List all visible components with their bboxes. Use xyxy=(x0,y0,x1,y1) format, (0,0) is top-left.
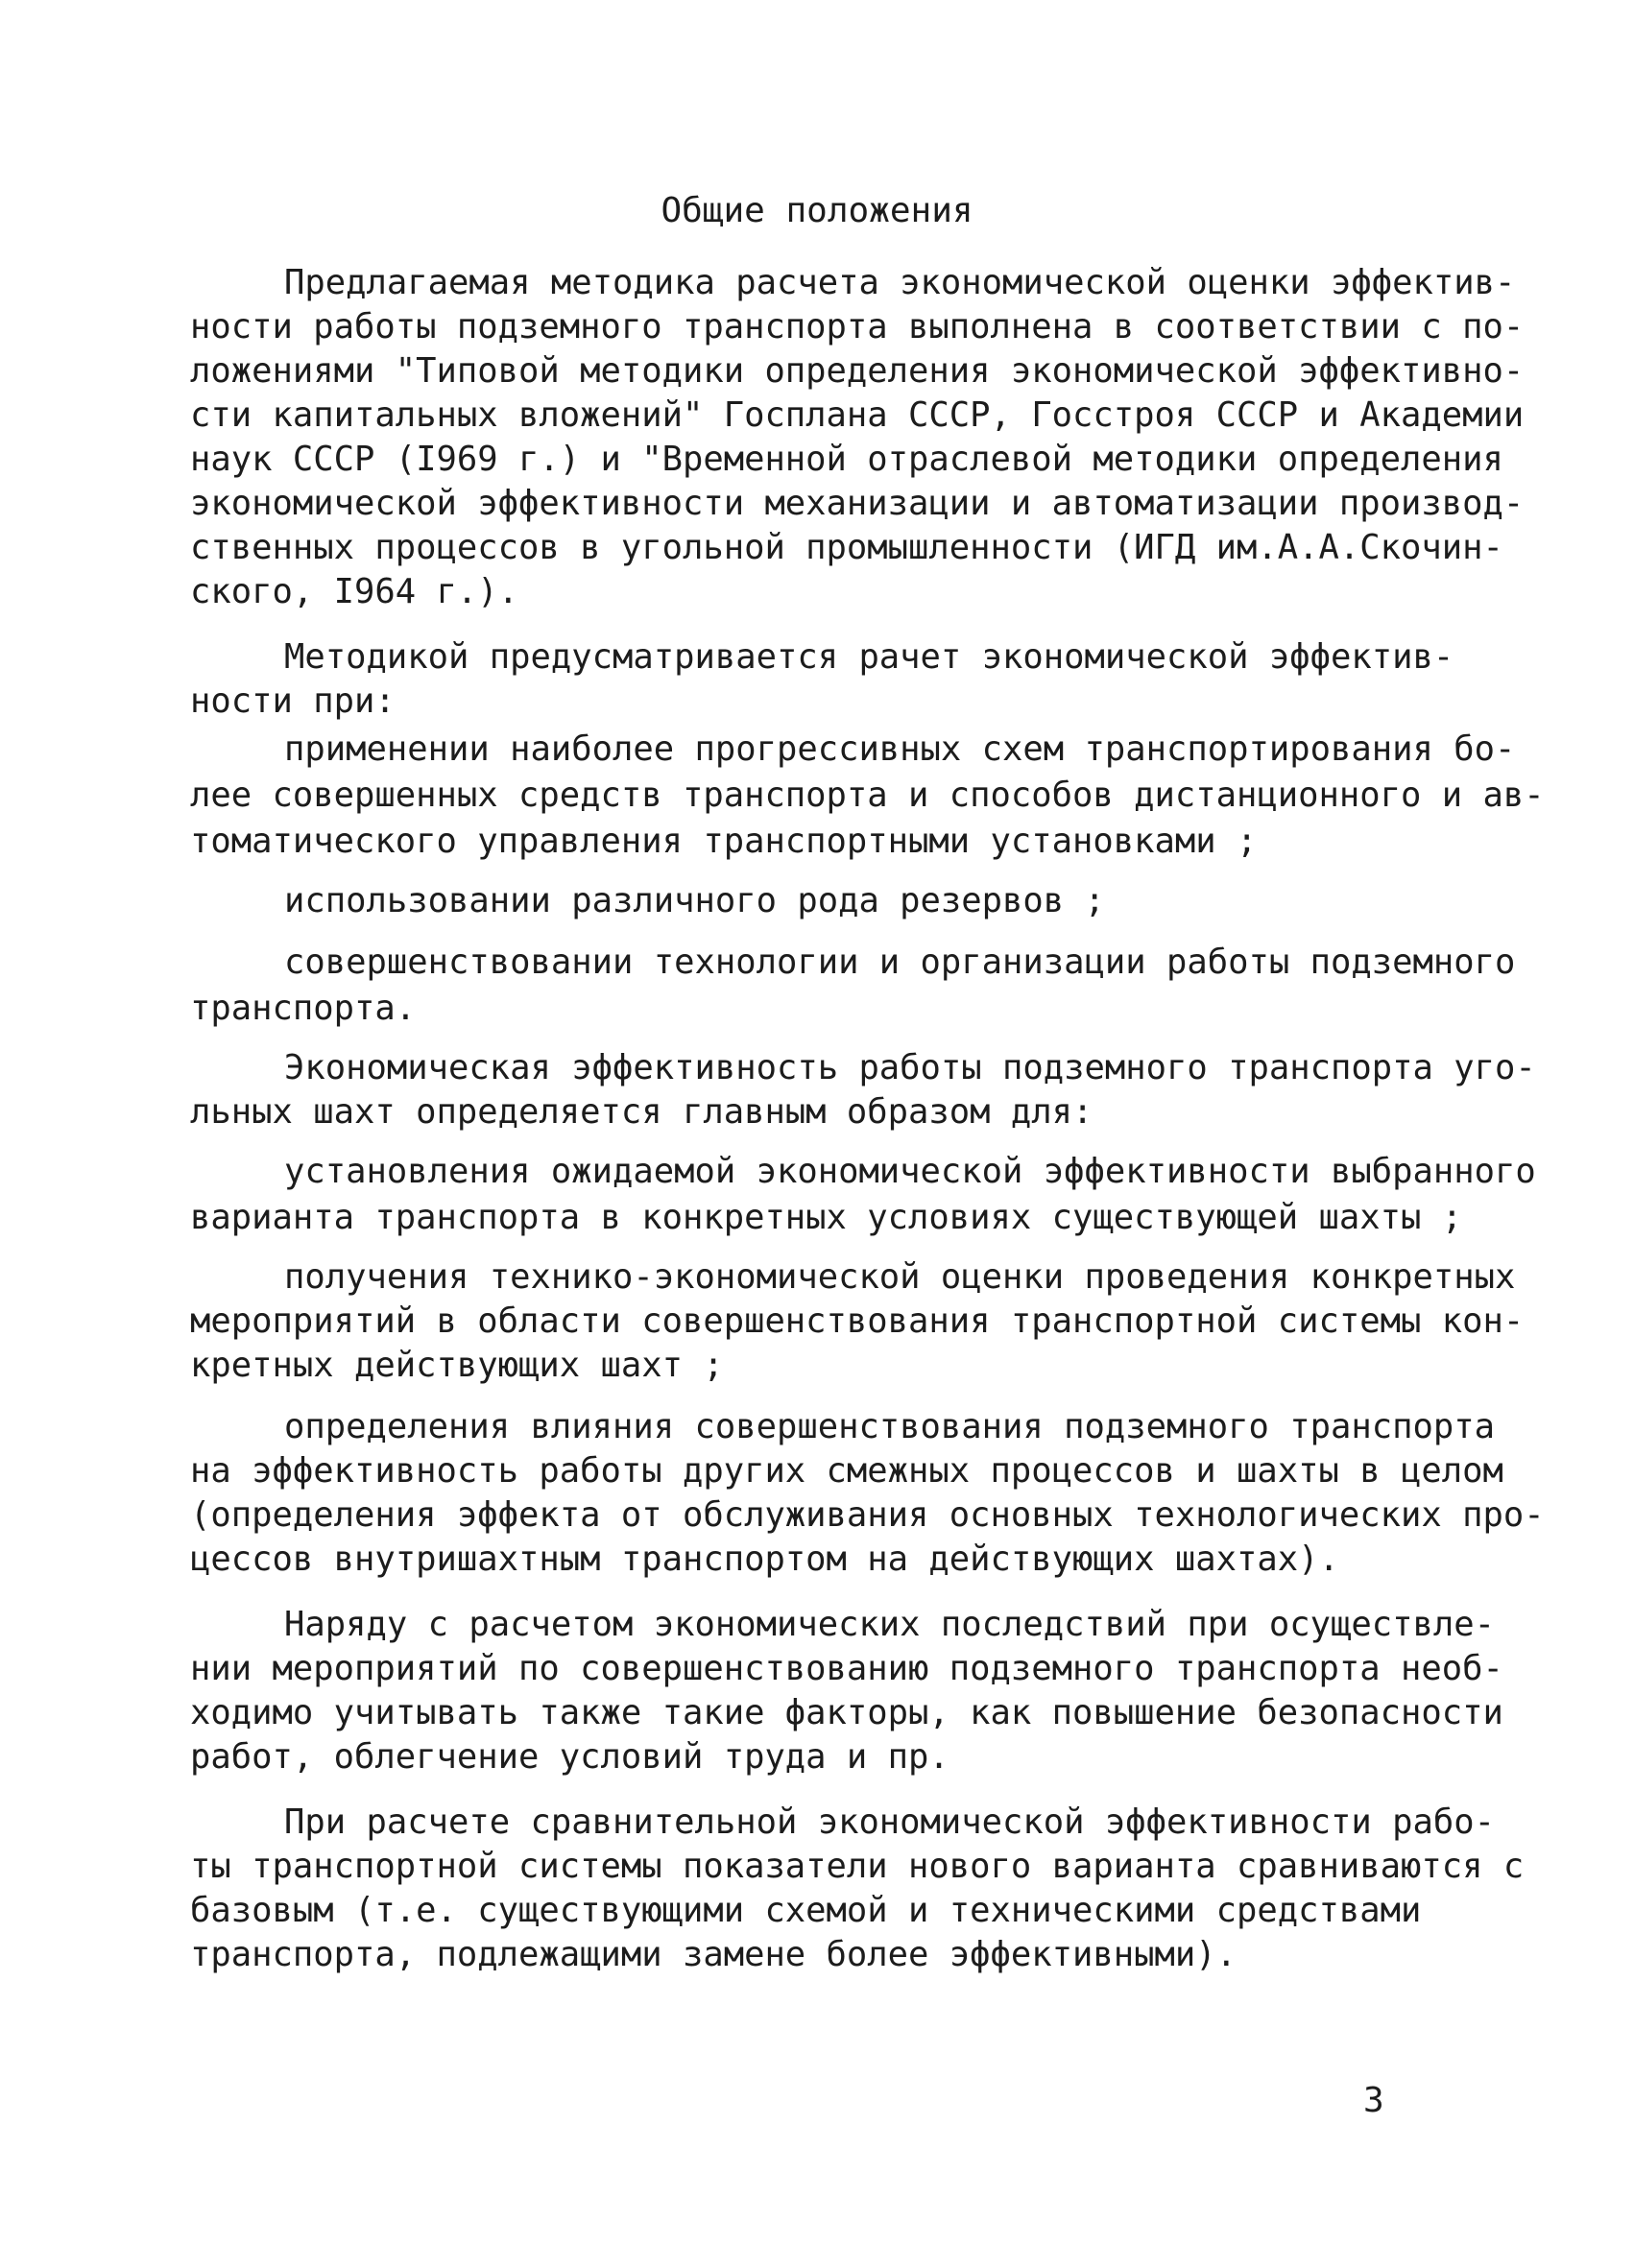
text-line: ности работы подземного транспорта выполнена в соответствии с по- xyxy=(190,307,1525,346)
text-line: Методикой предусматривается рачет экономической эффектив- xyxy=(284,637,1454,677)
text-line: Предлагаемая методика расчета экономической оценки эффектив- xyxy=(284,263,1516,302)
text-line: Экономическая эффективность работы подземного транспорта уго- xyxy=(284,1048,1536,1087)
text-line: сти капитальных вложений" Госплана СССР, Госстроя СССР и Академии xyxy=(190,395,1525,435)
text-line: совершенствовании технологии и организации работы подземного xyxy=(284,943,1516,982)
text-line: установления ожидаемой экономической эффективности выбранного xyxy=(284,1152,1536,1191)
text-line: ложениями "Типовой методики определения экономической эффективно- xyxy=(190,351,1525,391)
page-title: Общие положения xyxy=(661,191,973,230)
text-line: варианта транспорта в конкретных условиях существующей шахты ; xyxy=(190,1198,1463,1237)
text-line: использовании различного рода резервов ; xyxy=(284,881,1105,920)
text-line: наук СССР (I969 г.) и "Временной отраслевой методики определения xyxy=(190,440,1503,479)
text-line: транспорта, подлежащими замене более эффективными). xyxy=(190,1935,1238,1974)
text-line: Наряду с расчетом экономических последствий при осуществле- xyxy=(284,1605,1495,1644)
text-line: получения технико-экономической оценки проведения конкретных xyxy=(284,1257,1516,1297)
text-line: базовым (т.е. существующими схемой и техническими средствами xyxy=(190,1891,1422,1930)
text-line: ского, I964 г.). xyxy=(190,572,518,611)
text-line: ходимо учитывать также такие факторы, как повышение безопасности xyxy=(190,1693,1503,1732)
text-line: кретных действующих шахт ; xyxy=(190,1346,724,1385)
text-line: определения влияния совершенствования подземного транспорта xyxy=(284,1407,1495,1446)
text-line: ности при: xyxy=(190,681,396,721)
text-line: на эффективность работы других смежных процессов и шахты в целом xyxy=(190,1451,1503,1491)
text-line: применении наиболее прогрессивных схем транспортирования бо- xyxy=(284,729,1516,769)
text-line: томатического управления транспортными установками ; xyxy=(190,822,1258,861)
text-line: цессов внутришахтным транспортом на действующих шахтах). xyxy=(190,1540,1339,1579)
text-line: лее совершенных средств транспорта и способов дистанционного и ав- xyxy=(190,776,1545,815)
text-line: транспорта. xyxy=(190,989,417,1028)
page-number: 3 xyxy=(1363,2081,1384,2120)
text-line: мероприятий в области совершенствования транспортной системы кон- xyxy=(190,1301,1525,1341)
text-line: ты транспортной системы показатели нового варианта сравниваются с xyxy=(190,1847,1525,1886)
text-line: экономической эффективности механизации и автоматизации производ- xyxy=(190,484,1525,523)
text-line: нии мероприятий по совершенствованию подземного транспорта необ- xyxy=(190,1649,1503,1688)
text-line: (определения эффекта от обслуживания основных технологических про- xyxy=(190,1495,1545,1535)
text-line: льных шахт определяется главным образом для: xyxy=(190,1092,1093,1132)
text-line: работ, облегчение условий труда и пр. xyxy=(190,1737,949,1777)
text-line: При расчете сравнительной экономической эффективности рабо- xyxy=(284,1802,1495,1842)
text-line: ственных процессов в угольной промышленности (ИГД им.А.А.Скочин- xyxy=(190,528,1503,567)
